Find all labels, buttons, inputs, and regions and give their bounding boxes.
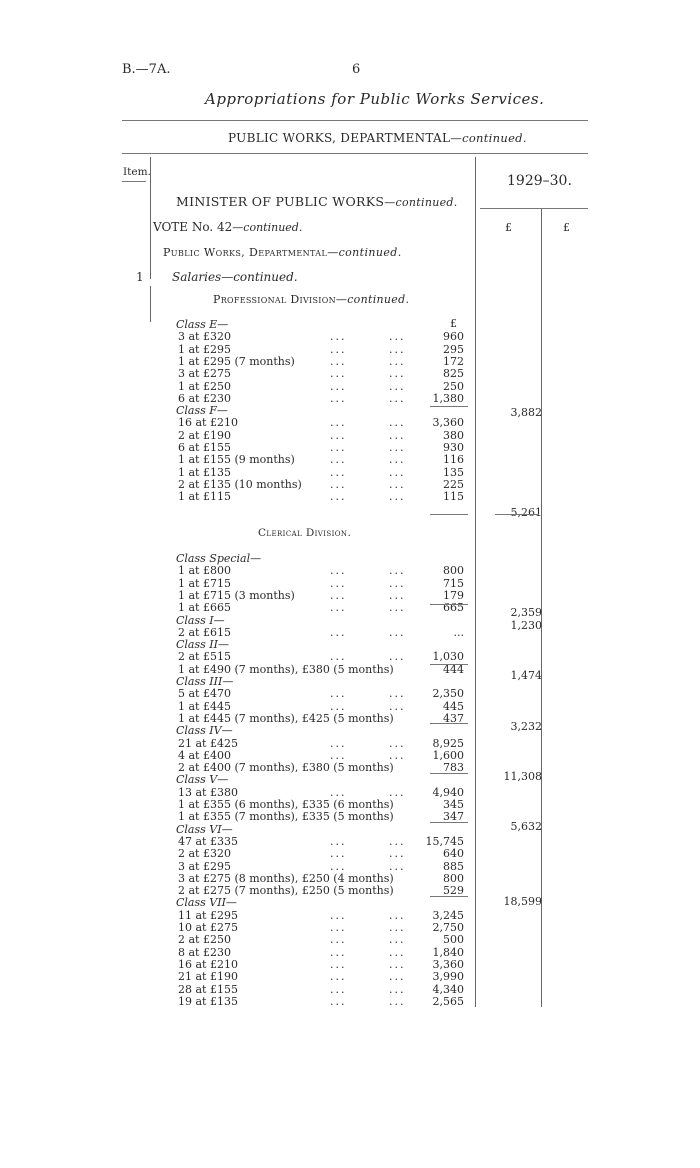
total-rule	[495, 514, 539, 515]
leader-dots: ...	[389, 367, 406, 381]
row-amount: 345	[443, 798, 464, 811]
row-label: 1 at £715 (3 months)	[178, 588, 295, 602]
table-row	[0, 344, 700, 356]
row-amount: 2,750	[432, 921, 464, 934]
vote-continued: —continued.	[232, 221, 303, 234]
row-amount: 250	[443, 379, 464, 393]
year-header: 1929–30.	[507, 173, 572, 189]
row-amount: 3,245	[432, 908, 464, 922]
leader-dots: ...	[389, 748, 406, 762]
leader-dots: ...	[389, 601, 406, 615]
class-label: Class VI—	[176, 822, 233, 836]
row-label: 4 at £400	[178, 748, 231, 762]
leader-dots: ...	[330, 354, 347, 368]
table-row	[0, 664, 700, 676]
leader-dots: ...	[389, 945, 406, 959]
row-label: 3 at £275 (8 months), £250 (4 months)	[178, 871, 394, 885]
table-row	[0, 934, 700, 946]
table-row	[0, 738, 700, 750]
table-row	[0, 417, 700, 429]
total-value: 11,308	[503, 770, 542, 783]
row-label: 11 at £295	[178, 908, 238, 922]
leader-dots: ...	[389, 650, 406, 664]
leader-dots: ...	[389, 330, 406, 344]
row-amount: 1,030	[432, 650, 464, 664]
leader-dots: ...	[389, 465, 406, 479]
table-row	[0, 910, 700, 922]
row-label: 1 at £445 (7 months), £425 (5 months)	[178, 711, 394, 725]
row-label: 3 at £320	[178, 330, 231, 344]
row-label: 47 at £335	[178, 834, 238, 848]
row-label: 1 at £295 (7 months)	[178, 354, 295, 368]
table-row	[0, 713, 700, 725]
leader-dots: ...	[389, 477, 406, 491]
leader-dots: ...	[330, 921, 347, 934]
leader-dots: ...	[330, 391, 347, 405]
row-amount: 800	[443, 871, 464, 885]
leader-dots: ...	[330, 847, 347, 861]
row-label: 1 at £715	[178, 576, 231, 590]
leader-dots: ...	[389, 687, 406, 701]
row-amount: 3,360	[432, 957, 464, 971]
row-label: 1 at £355 (7 months), £335 (5 months)	[178, 810, 394, 824]
leader-dots: ...	[330, 933, 347, 947]
currency-header-2: £	[563, 221, 570, 234]
table-row	[0, 381, 700, 393]
class-heading	[0, 774, 700, 786]
vote-heading	[153, 220, 302, 234]
row-amount: 8,925	[432, 736, 464, 750]
salaries-label: Salaries—continued.	[172, 270, 298, 284]
table-row	[0, 861, 700, 873]
leader-dots: ...	[389, 564, 406, 578]
row-amount: 225	[443, 477, 464, 491]
total-value: 1,230	[510, 619, 542, 632]
leader-dots: ...	[330, 994, 347, 1008]
table-row	[0, 922, 700, 934]
leader-dots: ...	[330, 970, 347, 984]
subtotal-rule	[430, 406, 468, 407]
leader-dots: ...	[389, 933, 406, 947]
item-column-header: Item.	[123, 166, 151, 178]
leader-dots: ...	[330, 477, 347, 491]
item-header-rule	[122, 181, 146, 182]
row-label: 2 at £135 (10 months)	[178, 477, 302, 491]
table-row	[0, 442, 700, 454]
row-amount: 2,350	[432, 687, 464, 701]
table-row	[0, 959, 700, 971]
leader-dots: ...	[330, 441, 347, 454]
row-amount: 172	[443, 354, 464, 368]
leader-dots: ...	[389, 908, 406, 922]
class-label: Class III—	[176, 675, 234, 688]
subtitle-continued: —continued.	[450, 131, 527, 145]
row-amount: 437	[443, 711, 464, 725]
leader-dots: ...	[389, 342, 406, 356]
class-label: Class IV—	[176, 724, 233, 738]
row-label: 28 at £155	[178, 982, 238, 996]
leader-dots: ...	[330, 379, 347, 393]
row-label: 8 at £230	[178, 945, 231, 959]
row-label: 10 at £275	[178, 921, 238, 934]
subtotal-rule	[430, 604, 468, 605]
row-amount: 3,990	[432, 970, 464, 984]
vote-main: VOTE No. 42	[153, 220, 233, 234]
table-row	[0, 430, 700, 442]
table-row	[0, 885, 700, 897]
table-row	[0, 331, 700, 343]
total-value: 5,632	[510, 820, 542, 833]
row-label: 1 at £250	[178, 379, 231, 393]
prof-div-continued: —continued.	[335, 293, 410, 306]
row-label: 13 at £380	[178, 785, 238, 799]
leader-dots: ...	[330, 564, 347, 578]
total-value: 2,359	[510, 606, 542, 619]
row-amount: 1,600	[432, 748, 464, 762]
subhead-heading	[163, 246, 402, 259]
item-column-rule-lower	[150, 286, 151, 322]
leader-dots: ...	[330, 490, 347, 504]
row-label: 16 at £210	[178, 957, 238, 971]
leader-dots: ...	[330, 736, 347, 750]
subtotal-rule	[430, 664, 468, 665]
class-label: Class V—	[176, 773, 229, 787]
total-value: 3,232	[510, 720, 542, 733]
subhead-continued: —continued.	[327, 246, 402, 259]
class-label: Class F—	[176, 404, 228, 418]
leader-dots: ...	[389, 354, 406, 368]
class-label: Class I—	[176, 613, 225, 627]
minister-main: MINISTER OF PUBLIC WORKS	[176, 194, 385, 209]
table-row	[0, 491, 700, 503]
row-amount: 715	[443, 576, 464, 590]
year-rule	[480, 208, 588, 209]
leader-dots: ...	[389, 453, 406, 467]
leader-dots: ...	[330, 748, 347, 762]
leader-dots: ...	[330, 453, 347, 467]
subtotal-rule	[430, 896, 468, 897]
row-label: 1 at £295	[178, 342, 231, 356]
leader-dots: ...	[330, 957, 347, 971]
table-row	[0, 590, 700, 602]
row-amount: 529	[443, 884, 464, 898]
row-label: 1 at £800	[178, 564, 231, 578]
class-heading	[0, 319, 700, 331]
class-label: Class E—	[176, 318, 229, 331]
row-label: 2 at £190	[178, 428, 231, 442]
subtitle-main: PUBLIC WORKS, DEPARTMENTAL	[228, 131, 451, 145]
row-label: 2 at £250	[178, 933, 231, 947]
row-amount: 347	[443, 810, 464, 824]
leader-dots: ...	[330, 367, 347, 381]
table-row	[0, 467, 700, 479]
row-amount: 783	[443, 761, 464, 775]
table-row	[0, 947, 700, 959]
table-row	[0, 688, 700, 700]
row-amount: 1,840	[432, 945, 464, 959]
class-heading	[0, 405, 700, 417]
leader-dots: ...	[389, 982, 406, 996]
table-row	[0, 848, 700, 860]
title-rule	[122, 120, 588, 121]
row-amount: 135	[443, 465, 464, 479]
subtotal-rule	[430, 723, 468, 724]
leader-dots: ...	[389, 859, 406, 873]
row-amount: 3,360	[432, 416, 464, 430]
leader-dots: ...	[330, 687, 347, 701]
leader-dots: ...	[330, 465, 347, 479]
table-row	[0, 811, 700, 823]
leader-dots: ...	[330, 588, 347, 602]
leader-dots: ...	[330, 834, 347, 848]
class-heading	[0, 725, 700, 737]
prof-div-main: Professional Division	[213, 293, 336, 306]
leader-dots: ...	[389, 699, 406, 713]
table-row	[0, 836, 700, 848]
table-row	[0, 971, 700, 983]
row-amount: 665	[443, 601, 464, 615]
row-amount: 960	[443, 330, 464, 344]
leader-dots: ...	[330, 625, 347, 639]
leader-dots: ...	[389, 957, 406, 971]
professional-division-heading	[213, 293, 409, 306]
leader-dots: ...	[389, 625, 406, 639]
subtitle-rule	[122, 153, 588, 154]
table-row	[0, 393, 700, 405]
minister-continued: —continued.	[384, 196, 458, 209]
row-amount: 116	[443, 453, 464, 467]
row-label: 1 at £445	[178, 699, 231, 713]
subtotal-rule	[430, 822, 468, 823]
leader-dots: ...	[330, 416, 347, 430]
table-row	[0, 996, 700, 1008]
table-row	[0, 356, 700, 368]
row-amount: 800	[443, 564, 464, 578]
row-label: 19 at £135	[178, 994, 238, 1008]
row-amount: 179	[443, 588, 464, 602]
row-label: 21 at £425	[178, 736, 238, 750]
leader-dots: ...	[389, 416, 406, 430]
leader-dots: ...	[389, 441, 406, 454]
leader-dots: ...	[330, 945, 347, 959]
row-amount: 640	[443, 847, 464, 861]
leader-dots: ...	[389, 736, 406, 750]
class-label: Class VII—	[176, 896, 237, 910]
leader-dots: ...	[330, 428, 347, 442]
row-label: 1 at £155 (9 months)	[178, 453, 295, 467]
row-amount: 930	[443, 441, 464, 454]
row-label: 1 at £665	[178, 601, 231, 615]
amount-column-header: £	[450, 317, 457, 330]
leader-dots: ...	[389, 834, 406, 848]
document-reference: B.—7A.	[122, 62, 171, 77]
row-label: 1 at £135	[178, 465, 231, 479]
table-row	[0, 565, 700, 577]
leader-dots: ...	[330, 982, 347, 996]
table-row	[0, 627, 700, 639]
table-row	[0, 479, 700, 491]
row-amount: 2,565	[432, 994, 464, 1008]
leader-dots: ...	[330, 330, 347, 344]
row-amount: 500	[443, 933, 464, 947]
section-subtitle	[228, 131, 527, 145]
row-label: 1 at £490 (7 months), £380 (5 months)	[178, 662, 394, 676]
leader-dots: ...	[389, 994, 406, 1008]
leader-dots: ...	[330, 859, 347, 873]
leader-dots: ...	[330, 650, 347, 664]
table-row	[0, 602, 700, 614]
row-amount: 885	[443, 859, 464, 873]
row-label: 5 at £470	[178, 687, 231, 701]
row-label: 1 at £355 (6 months), £335 (6 months)	[178, 798, 394, 811]
row-amount: 295	[443, 342, 464, 356]
table-row	[0, 454, 700, 466]
row-amount: 380	[443, 428, 464, 442]
minister-heading	[176, 194, 458, 209]
row-amount: ...	[453, 625, 464, 639]
row-label: 21 at £190	[178, 970, 238, 984]
row-amount: 1,380	[432, 391, 464, 405]
class-label: Class II—	[176, 638, 229, 652]
row-amount: 15,745	[425, 834, 464, 848]
row-label: 2 at £515	[178, 650, 231, 664]
leader-dots: ...	[389, 785, 406, 799]
total-value: 1,474	[510, 669, 542, 682]
leader-dots: ...	[330, 342, 347, 356]
table-row	[0, 578, 700, 590]
leader-dots: ...	[389, 490, 406, 504]
subtotal-rule	[430, 773, 468, 774]
leader-dots: ...	[330, 699, 347, 713]
row-label: 2 at £400 (7 months), £380 (5 months)	[178, 761, 394, 775]
leader-dots: ...	[389, 970, 406, 984]
leader-dots: ...	[330, 908, 347, 922]
class-heading	[0, 553, 700, 565]
leader-dots: ...	[389, 588, 406, 602]
leader-dots: ...	[389, 391, 406, 405]
row-amount: 444	[443, 662, 464, 676]
row-amount: 4,340	[432, 982, 464, 996]
table-row	[0, 762, 700, 774]
class-heading	[0, 639, 700, 651]
class-heading	[0, 615, 700, 627]
row-label: 2 at £615	[178, 625, 231, 639]
currency-header-1: £	[505, 221, 512, 234]
row-label: 6 at £230	[178, 391, 231, 405]
table-row	[0, 651, 700, 663]
item-number: 1	[136, 270, 144, 284]
row-amount: 115	[443, 490, 464, 504]
leader-dots: ...	[330, 601, 347, 615]
page-number: 6	[352, 62, 361, 77]
leader-dots: ...	[389, 576, 406, 590]
total-value: 18,599	[503, 895, 542, 908]
row-label: 3 at £275	[178, 367, 231, 381]
row-amount: 445	[443, 699, 464, 713]
clerical-division-heading: Clerical Division.	[258, 527, 352, 539]
row-label: 3 at £295	[178, 859, 231, 873]
leader-dots: ...	[389, 921, 406, 934]
row-label: 2 at £275 (7 months), £250 (5 months)	[178, 884, 394, 898]
row-amount: 4,940	[432, 785, 464, 799]
row-label: 6 at £155	[178, 441, 231, 454]
table-row	[0, 984, 700, 996]
subhead-main: Public Works, Departmental	[163, 246, 328, 259]
row-label: 2 at £320	[178, 847, 231, 861]
table-row	[0, 368, 700, 380]
class-heading	[0, 676, 700, 688]
row-label: 1 at £115	[178, 490, 231, 504]
subtotal-rule	[430, 514, 468, 515]
total-value: 5,261	[510, 506, 542, 519]
class-label: Class Special—	[176, 552, 262, 565]
row-label: 16 at £210	[178, 416, 238, 430]
leader-dots: ...	[389, 428, 406, 442]
leader-dots: ...	[330, 576, 347, 590]
class-heading	[0, 824, 700, 836]
total-value: 3,882	[510, 406, 542, 419]
leader-dots: ...	[330, 785, 347, 799]
page-title: Appropriations for Public Works Services.	[205, 90, 545, 108]
leader-dots: ...	[389, 847, 406, 861]
class-heading	[0, 897, 700, 909]
leader-dots: ...	[389, 379, 406, 393]
row-amount: 825	[443, 367, 464, 381]
